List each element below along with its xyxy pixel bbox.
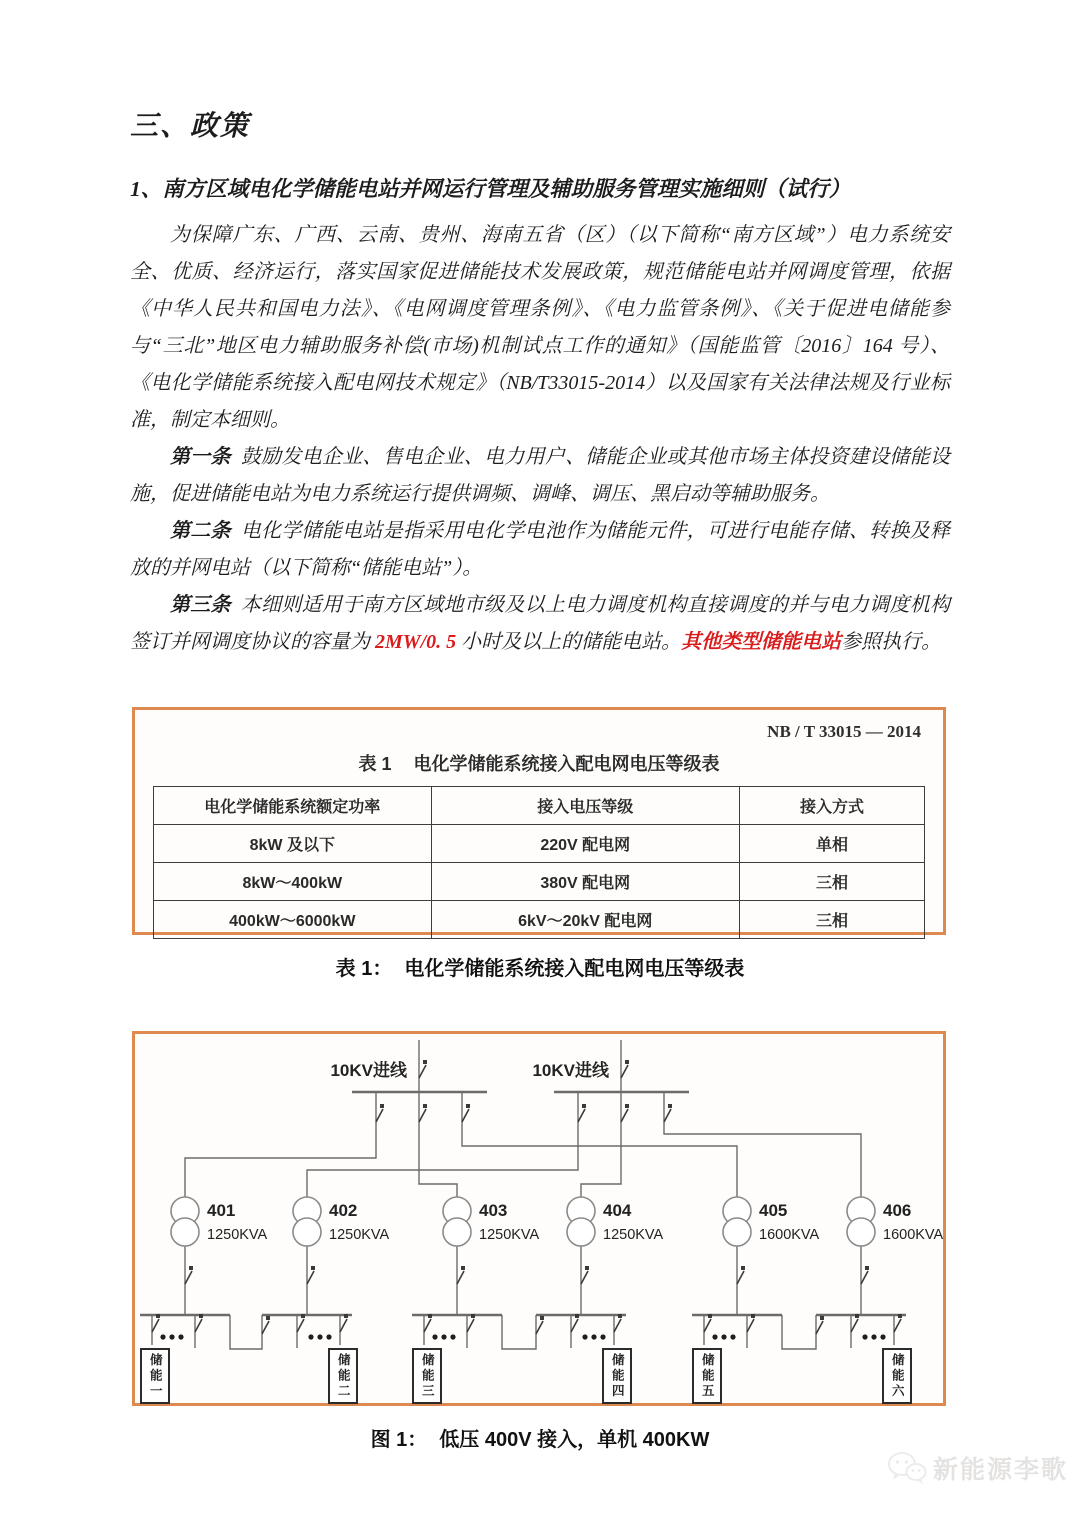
article-1-paragraph (130, 439, 950, 513)
transformer-id: 406 (883, 1201, 912, 1220)
article-2-label: 第二条 (170, 520, 231, 542)
storage-unit-3: 储能三 (412, 1348, 442, 1404)
article-2-text: 电化学储能电站是指采用电化学电池作为储能元件，可进行电能存储、转换及释放的并网电站（以下简称“储能电站”）。 (130, 520, 951, 579)
intro-paragraph: 为保障广东、广西、云南、贵州、海南五省（区）（以下简称“南方区域”）电力系统安全、优质、经济运行，落实国家促进储能技术发展政策，规范储能电站并网调度管理，依据《中华人民共和国电力法》、《电网调度管理条例》、《电力监管条例》、《关于促进电储能参与“三北”地区电力辅助服务补偿(市场)机制试点工作的通知》（国能监管〔2016〕164 号）、《电化学储能系统接入配电网技术规定》（NB/T33015-2014）以及国家有关法律法规及行业标准，制定本细则。 (130, 224, 950, 431)
table-header-row (154, 787, 925, 825)
table-1-scan-title-text: 电化学储能系统接入配电网电压等级表 (413, 754, 720, 774)
single-line-diagram (135, 1034, 943, 1403)
cell-power: 8kW 及以下 (154, 825, 432, 863)
transformer-id: 402 (329, 1201, 358, 1220)
transformer-rating: 1250KVA (329, 1227, 390, 1243)
transformer-id: 404 (603, 1201, 632, 1220)
storage-unit-1: 储能一 (140, 1348, 170, 1404)
transformer-id: 405 (759, 1201, 788, 1220)
article-3-paragraph (130, 587, 950, 661)
storage-unit-4: 储能四 (602, 1348, 632, 1404)
table-row (154, 825, 925, 863)
watermark-text: 新能源李歌 (932, 1456, 1068, 1484)
article-2-paragraph (130, 513, 950, 587)
col-header-connection-mode: 接入方式 (739, 787, 924, 825)
storage-unit-2: 储能二 (328, 1348, 358, 1404)
transformer-rating: 1250KVA (207, 1227, 268, 1243)
table-1-scan-title-label: 表 1 (358, 754, 392, 774)
cell-voltage: 220V 配电网 (431, 825, 739, 863)
table-1-caption (130, 952, 950, 981)
watermark (887, 1450, 1068, 1486)
cell-mode: 三相 (739, 901, 924, 939)
section-heading: 三、政策 (130, 111, 251, 142)
storage-unit-5: 储能五 (692, 1348, 722, 1404)
article-3-text-1: 本细则适用于南方区域地市级及以上电力调度机构直接调度的并与电力调度机构签订并网调度协议的容量为 (130, 594, 951, 653)
article-3-text-3: 参照执行。 (841, 631, 942, 653)
other-type-highlight: 其他类型储能电站 (681, 631, 842, 653)
table-1-caption-text: 电化学储能系统接入配电网电压等级表 (404, 958, 745, 980)
figure-1-caption (130, 1423, 950, 1452)
table-row (154, 901, 925, 939)
transformer-rating: 1600KVA (883, 1227, 943, 1243)
col-header-voltage-level: 接入电压等级 (431, 787, 739, 825)
cell-power: 400kW～6000kW (154, 901, 432, 939)
figure-1-caption-text: 低压 400V 接入，单机 400KW (439, 1429, 710, 1451)
article-3-label: 第三条 (170, 594, 231, 616)
incoming-line-label-1: 10KV进线 (330, 1061, 407, 1080)
article-1-label: 第一条 (170, 446, 231, 468)
table-1-scan (132, 707, 946, 935)
transformer-rating: 1250KVA (603, 1227, 664, 1243)
transformer-rating: 1250KVA (479, 1227, 540, 1243)
capacity-highlight: 2MW/0. 5 (375, 631, 457, 653)
transformer-id: 401 (207, 1201, 236, 1220)
cell-power: 8kW～400kW (154, 863, 432, 901)
standard-reference: NB / T 33015 — 2014 (767, 722, 921, 741)
policy-title: 1、南方区域电化学储能电站并网运行管理及辅助服务管理实施细则（试行） (130, 177, 851, 201)
transformer-id: 403 (479, 1201, 508, 1220)
cell-voltage: 6kV～20kV 配电网 (431, 901, 739, 939)
cell-voltage: 380V 配电网 (431, 863, 739, 901)
table-row (154, 863, 925, 901)
voltage-level-table (153, 786, 925, 939)
table-1-scan-title (135, 750, 943, 776)
transformer-rating: 1600KVA (759, 1227, 820, 1243)
cell-mode: 单相 (739, 825, 924, 863)
article-3-text-2: 小时及以上的储能电站。 (456, 631, 682, 653)
figure-1-diagram (132, 1031, 946, 1406)
storage-unit-6: 储能六 (882, 1348, 912, 1404)
wechat-icon (887, 1451, 927, 1485)
table-1-caption-label: 表 1： (335, 958, 393, 980)
figure-1-caption-label: 图 1： (370, 1429, 428, 1451)
col-header-rated-power: 电化学储能系统额定功率 (154, 787, 432, 825)
incoming-line-label-2: 10KV进线 (532, 1061, 609, 1080)
article-1-text: 鼓励发电企业、售电企业、电力用户、储能企业或其他市场主体投资建设储能设施，促进储能电站为电力系统运行提供调频、调峰、调压、黑启动等辅助服务。 (130, 446, 951, 505)
cell-mode: 三相 (739, 863, 924, 901)
